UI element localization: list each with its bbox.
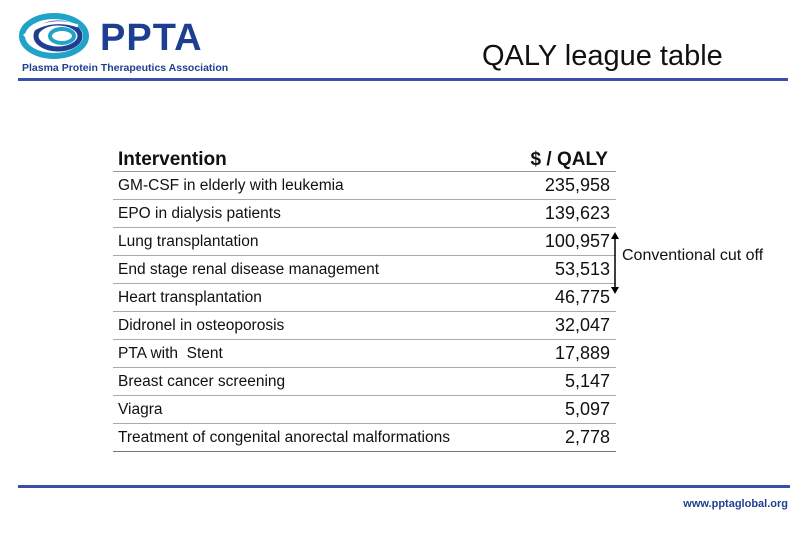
footer-divider	[18, 485, 790, 488]
value-cell: 32,047	[554, 315, 610, 335]
intervention-cell: Treatment of congenital anorectal malformations	[118, 428, 450, 446]
double-arrow-icon	[609, 232, 621, 294]
table-row	[113, 284, 616, 312]
table-row	[113, 368, 616, 396]
intervention-cell: Didronel in osteoporosis	[118, 316, 285, 334]
value-cell: 100,957	[544, 231, 610, 251]
table-row	[113, 396, 616, 424]
value-cell: 139,623	[544, 203, 610, 223]
table-header	[113, 144, 616, 172]
table-row	[113, 312, 616, 340]
value-cell: 2,778	[564, 427, 610, 447]
cutoff-annotation: Conventional cut off	[622, 247, 764, 264]
value-cell: 5,147	[564, 371, 610, 391]
table-row	[113, 200, 616, 228]
slide-title: QALY league table	[482, 40, 723, 72]
value-cell: 46,775	[554, 287, 610, 307]
intervention-cell: PTA with Stent	[118, 344, 223, 362]
intervention-cell: Viagra	[118, 400, 163, 418]
title-divider	[18, 78, 788, 81]
logo-subtitle: Plasma Protein Therapeutics Association	[22, 62, 229, 74]
table-row	[113, 256, 616, 284]
header-cost-per-qaly: $ / QALY	[530, 149, 608, 170]
value-cell: 53,513	[554, 259, 610, 279]
intervention-cell: Breast cancer screening	[118, 372, 286, 390]
ppta-logo	[18, 12, 248, 76]
intervention-cell: Lung transplantation	[118, 232, 259, 250]
intervention-cell: EPO in dialysis patients	[118, 204, 281, 222]
value-cell: 17,889	[554, 343, 610, 363]
value-cell: 235,958	[544, 175, 610, 195]
footer-url[interactable]: www.pptaglobal.org	[683, 498, 788, 510]
intervention-cell: GM-CSF in elderly with leukemia	[118, 176, 344, 194]
table-row	[113, 228, 616, 256]
logo-wordmark: PPTA	[100, 17, 203, 59]
swirl-logo-icon	[18, 12, 98, 62]
intervention-cell: Heart transplantation	[118, 288, 262, 306]
table-row	[113, 340, 616, 368]
value-cell: 5,097	[564, 399, 610, 419]
qaly-table	[113, 144, 616, 452]
header-intervention: Intervention	[118, 149, 227, 170]
table-row	[113, 172, 616, 200]
table-row	[113, 424, 616, 452]
intervention-cell: End stage renal disease management	[118, 260, 380, 278]
